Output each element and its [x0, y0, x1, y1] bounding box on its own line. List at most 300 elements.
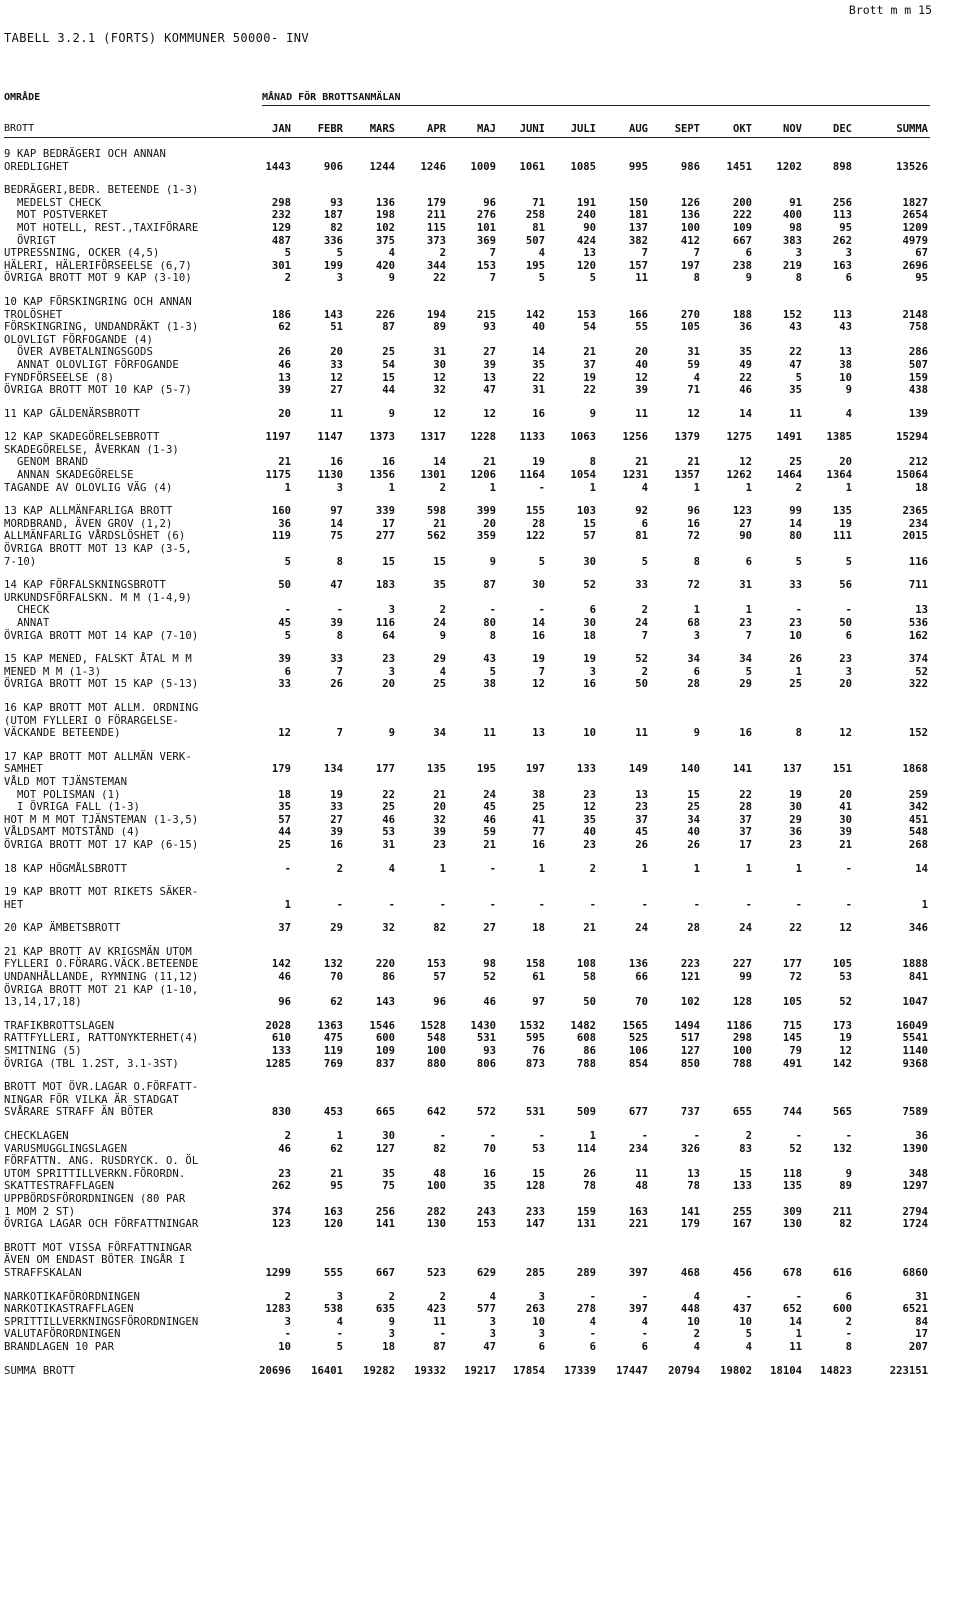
month-value-cell: 5	[745, 665, 752, 678]
month-value-cell: -	[641, 1328, 648, 1341]
month-value-cell: 155	[525, 505, 545, 518]
month-value-cell: 10	[532, 1315, 545, 1328]
month-value-cell: 150	[628, 196, 648, 209]
month-value-cell: 238	[732, 259, 752, 272]
month-value-cell: 424	[576, 234, 596, 247]
month-value-cell: 18	[532, 922, 545, 935]
month-value-cell: 89	[433, 321, 446, 334]
month-value-cell: 15	[382, 371, 395, 384]
month-value-cell: 109	[732, 221, 752, 234]
month-value-cell: 6	[745, 247, 752, 260]
month-value-cell: 1	[795, 862, 802, 875]
row-label: ÖVRIGA BROTT MOT 10 KAP (5-7)	[4, 384, 192, 397]
month-value-cell: 48	[635, 1180, 648, 1193]
row-label: 10 KAP FÖRSKINGRING OCH ANNAN	[4, 295, 192, 308]
month-value-cell: 1206	[470, 469, 496, 482]
month-value-cell: 19802	[720, 1364, 752, 1377]
month-value-cell: -	[589, 1290, 596, 1303]
month-value-cell: 4	[641, 1315, 648, 1328]
month-value-cell: 120	[576, 259, 596, 272]
month-value-cell: 179	[426, 196, 446, 209]
month-value-cell: 52	[583, 579, 596, 592]
month-value-cell: 49	[739, 358, 752, 371]
table-row	[4, 1291, 934, 1304]
month-value-cell: 30	[433, 358, 446, 371]
month-value-cell: 194	[426, 308, 446, 321]
row-label: ÖVER AVBETALNINGSGODS	[4, 346, 153, 359]
month-value-cell: 50	[635, 678, 648, 691]
month-value-cell: 525	[628, 1032, 648, 1045]
month-value-cell: 21	[433, 517, 446, 530]
month-value-cell: 53	[382, 826, 395, 839]
month-value-cell: 3	[489, 1328, 496, 1341]
month-value-cell: 11	[483, 727, 496, 740]
month-value-cell: 6	[845, 629, 852, 642]
month-header: APR	[427, 123, 446, 135]
month-value-cell: 87	[382, 321, 395, 334]
month-value-cell: 95	[839, 221, 852, 234]
month-value-cell: 177	[375, 763, 395, 776]
month-value-cell: 16	[739, 727, 752, 740]
month-value-cell: 1	[745, 604, 752, 617]
row-label: MEDELST CHECK	[4, 196, 102, 209]
month-value-cell: 23	[583, 838, 596, 851]
month-value-cell: 301	[271, 259, 291, 272]
month-value-cell: 399	[476, 505, 496, 518]
row-sum-cell: 2365	[902, 505, 928, 518]
month-value-cell: 3	[336, 272, 343, 285]
month-value-cell: 1256	[622, 431, 648, 444]
month-value-cell: -	[489, 898, 496, 911]
row-label: ÖVRIGA BROTT MOT 15 KAP (5-13)	[4, 678, 199, 691]
month-value-cell: 52	[839, 996, 852, 1009]
month-value-cell: 2	[284, 1130, 291, 1142]
month-value-cell: -	[284, 1328, 291, 1341]
month-value-cell: 995	[628, 160, 648, 173]
month-value-cell: 44	[382, 384, 395, 397]
month-header: FEBR	[317, 123, 343, 135]
month-value-cell: 40	[687, 826, 700, 839]
month-value-cell: 23	[839, 653, 852, 666]
row-sum-cell: 268	[908, 838, 928, 851]
month-value-cell: 15	[583, 517, 596, 530]
month-value-cell: 132	[323, 958, 343, 971]
month-value-cell: 39	[330, 617, 343, 629]
month-value-cell: 39	[483, 358, 496, 371]
month-value-cell: 133	[576, 763, 596, 776]
month-value-cell: 227	[732, 958, 752, 971]
month-value-cell: 32	[433, 813, 446, 826]
table-row	[4, 1020, 934, 1033]
month-value-cell: 1299	[265, 1266, 291, 1279]
table-row	[4, 272, 934, 285]
month-value-cell: 12	[483, 407, 496, 420]
row-sum-cell: 438	[908, 384, 928, 397]
month-value-cell: 1231	[622, 469, 648, 482]
table-row	[4, 617, 934, 630]
month-value-cell: 5	[641, 555, 648, 568]
month-value-cell: 109	[375, 1045, 395, 1058]
month-value-cell: 289	[576, 1266, 596, 1279]
month-value-cell: 240	[576, 209, 596, 222]
month-value-cell: 1133	[519, 431, 545, 444]
row-label: VÅLDSAMT MOTSTÅND (4)	[4, 826, 141, 839]
month-value-cell: 29	[330, 922, 343, 935]
month-value-cell: 20794	[668, 1364, 700, 1377]
month-value-cell: 600	[375, 1032, 395, 1045]
month-value-cell: 8	[795, 272, 802, 285]
month-value-cell: 412	[680, 234, 700, 247]
month-value-cell: 31	[532, 384, 545, 397]
month-value-cell: 100	[680, 221, 700, 234]
month-value-cell: 4	[745, 1340, 752, 1353]
month-value-cell: 27	[330, 813, 343, 826]
row-label: ÖVRIGT	[4, 234, 56, 247]
month-value-cell: 6	[845, 272, 852, 285]
month-value-cell: 635	[375, 1303, 395, 1316]
row-sum-cell: 259	[908, 788, 928, 801]
month-value-cell: 52	[635, 653, 648, 666]
row-label: 17 KAP BROTT MOT ALLMÄN VERK-	[4, 750, 192, 763]
table-row	[4, 543, 934, 556]
row-sum-cell: 286	[908, 346, 928, 359]
month-value-cell: 149	[628, 763, 648, 776]
month-value-cell: 16	[382, 456, 395, 469]
month-value-cell: 141	[732, 763, 752, 776]
month-value-cell: 130	[782, 1218, 802, 1231]
month-value-cell: 16	[687, 517, 700, 530]
month-value-cell: 46	[278, 1142, 291, 1155]
month-value-cell: 25	[382, 801, 395, 814]
month-value-cell: 256	[832, 196, 852, 209]
month-value-cell: 55	[635, 321, 648, 334]
month-value-cell: 36	[789, 826, 802, 839]
month-value-cell: 16	[330, 838, 343, 851]
month-value-cell: 40	[532, 321, 545, 334]
row-sum-cell: 1868	[902, 763, 928, 776]
month-value-cell: 255	[732, 1205, 752, 1218]
month-value-cell: 3	[795, 247, 802, 260]
month-value-cell: 2	[589, 862, 596, 875]
month-value-cell: 33	[330, 801, 343, 814]
month-value-cell: 1528	[420, 1019, 446, 1032]
month-value-cell: 1275	[726, 431, 752, 444]
month-value-cell: 344	[426, 259, 446, 272]
month-header: JULI	[570, 123, 596, 135]
month-value-cell: 50	[839, 617, 852, 629]
row-group	[4, 1242, 934, 1280]
month-value-cell: -	[336, 604, 343, 617]
row-group	[4, 1081, 934, 1119]
month-value-cell: 15	[532, 1167, 545, 1180]
row-label: GENOM BRAND	[4, 456, 89, 469]
month-value-cell: 35	[789, 384, 802, 397]
month-value-cell: 21	[635, 456, 648, 469]
month-value-cell: 11	[330, 407, 343, 420]
table-row	[4, 678, 934, 691]
month-value-cell: 77	[532, 826, 545, 839]
month-value-cell: 20	[433, 801, 446, 814]
row-sum-cell: 342	[908, 801, 928, 814]
month-value-cell: 98	[483, 958, 496, 971]
month-value-cell: 1009	[470, 160, 496, 173]
row-label: HOT M M MOT TJÄNSTEMAN (1-3,5)	[4, 813, 199, 826]
row-label: FÖRFATTN. ANG. RUSDRYCK. O. ÖL	[4, 1155, 199, 1168]
row-label: 7-10)	[4, 555, 37, 568]
month-value-cell: 135	[426, 763, 446, 776]
month-value-cell: 3	[388, 1328, 395, 1341]
month-value-cell: 13	[532, 727, 545, 740]
month-value-cell: 23	[789, 617, 802, 629]
month-value-cell: 1	[336, 1130, 343, 1142]
month-value-cell: 1	[641, 862, 648, 875]
month-value-cell: 136	[628, 958, 648, 971]
month-value-cell: 986	[680, 160, 700, 173]
month-value-cell: -	[693, 1130, 700, 1142]
month-value-cell: 2	[795, 481, 802, 494]
month-value-cell: 153	[476, 259, 496, 272]
month-value-cell: 1	[745, 481, 752, 494]
month-value-cell: 71	[532, 196, 545, 209]
month-value-cell: 163	[323, 1205, 343, 1218]
month-value-cell: 9	[388, 1315, 395, 1328]
month-value-cell: 96	[278, 996, 291, 1009]
row-group	[4, 1291, 934, 1354]
month-value-cell: 4	[641, 481, 648, 494]
row-label: MOT HOTELL, REST.,TAXIFÖRARE	[4, 221, 199, 234]
month-header-row	[262, 123, 930, 136]
month-value-cell: 565	[832, 1106, 852, 1119]
table-title: TABELL 3.2.1 (FORTS) KOMMUNER 50000- INV	[4, 31, 309, 45]
month-value-cell: 28	[687, 678, 700, 691]
month-value-cell: 1228	[470, 431, 496, 444]
row-label: SUMMA BROTT	[4, 1364, 76, 1377]
month-value-cell: 1565	[622, 1019, 648, 1032]
month-value-cell: 32	[382, 922, 395, 935]
table-row	[4, 666, 934, 679]
table-row	[4, 334, 934, 347]
month-value-cell: 610	[271, 1032, 291, 1045]
row-sum-cell: 507	[908, 358, 928, 371]
month-value-cell: 92	[635, 505, 648, 518]
row-sum-cell: 152	[908, 727, 928, 740]
month-value-cell: 136	[375, 196, 395, 209]
row-group	[4, 922, 934, 935]
month-value-cell: 87	[483, 579, 496, 592]
month-value-cell: 131	[576, 1218, 596, 1231]
month-value-cell: 223	[680, 958, 700, 971]
month-value-cell: 12	[635, 371, 648, 384]
month-value-cell: 21	[483, 456, 496, 469]
row-label: MORDBRAND, ÄVEN GROV (1,2)	[4, 517, 173, 530]
month-value-cell: -	[641, 1130, 648, 1142]
month-value-cell: 2	[284, 1290, 291, 1303]
table-row	[4, 1206, 934, 1219]
month-value-cell: 153	[426, 958, 446, 971]
month-value-cell: 70	[330, 971, 343, 984]
month-value-cell: 4	[693, 1290, 700, 1303]
table-row	[4, 971, 934, 984]
row-sum-cell: 223151	[889, 1364, 928, 1377]
table-row	[4, 899, 934, 912]
table-row	[4, 946, 934, 959]
month-value-cell: 23	[278, 1167, 291, 1180]
row-label: TRAFIKBROTTSLAGEN	[4, 1019, 115, 1032]
row-sum-cell: 16049	[896, 1019, 928, 1032]
month-value-cell: 18	[382, 1340, 395, 1353]
month-value-cell: 11	[635, 272, 648, 285]
month-value-cell: 16	[483, 1167, 496, 1180]
table-row	[4, 886, 934, 899]
month-value-cell: 453	[323, 1106, 343, 1119]
month-value-cell: 1356	[369, 469, 395, 482]
month-value-cell: 45	[278, 617, 291, 629]
month-value-cell: 13	[839, 346, 852, 359]
month-value-cell: 39	[278, 653, 291, 666]
month-value-cell: 595	[525, 1032, 545, 1045]
month-value-cell: 3	[284, 1315, 291, 1328]
month-value-cell: 629	[476, 1266, 496, 1279]
month-value-cell: 35	[583, 813, 596, 826]
month-value-cell: 14	[739, 407, 752, 420]
month-value-cell: 397	[628, 1303, 648, 1316]
month-value-cell: 82	[433, 1142, 446, 1155]
row-label: OLOVLIGT FÖRFOGANDE (4)	[4, 333, 153, 346]
month-value-cell: -	[489, 1130, 496, 1142]
month-value-cell: 38	[483, 678, 496, 691]
row-sum-cell: 1888	[902, 958, 928, 971]
month-value-cell: -	[439, 898, 446, 911]
month-value-cell: 7	[538, 665, 545, 678]
area-label: OMRÅDE	[4, 92, 41, 103]
month-value-cell: 20	[483, 517, 496, 530]
month-value-cell: 1	[795, 1328, 802, 1341]
row-label: SAMHET	[4, 763, 43, 776]
month-value-cell: 153	[476, 1218, 496, 1231]
row-label: ÄVEN OM ENDAST BÖTER INGÅR I	[4, 1254, 186, 1267]
month-value-cell: 548	[426, 1032, 446, 1045]
month-value-cell: 177	[782, 958, 802, 971]
month-value-cell: 1	[795, 665, 802, 678]
month-value-cell: 854	[628, 1057, 648, 1070]
table-row	[4, 372, 934, 385]
month-value-cell: 31	[739, 579, 752, 592]
month-value-cell: 14	[330, 517, 343, 530]
month-value-cell: 1	[693, 481, 700, 494]
month-value-cell: 9	[388, 727, 395, 740]
row-sum-cell: 9368	[902, 1057, 928, 1070]
month-header: AUG	[629, 123, 648, 135]
month-value-cell: 397	[628, 1266, 648, 1279]
month-value-cell: 9	[845, 384, 852, 397]
month-value-cell: -	[589, 898, 596, 911]
month-value-cell: 23	[433, 838, 446, 851]
month-value-cell: 30	[382, 1130, 395, 1142]
month-value-cell: 21	[583, 922, 596, 935]
row-sum-cell: 1209	[902, 221, 928, 234]
month-value-cell: 35	[278, 801, 291, 814]
month-value-cell: 12	[433, 407, 446, 420]
month-value-cell: 20	[330, 346, 343, 359]
table-row	[4, 309, 934, 322]
table-row	[4, 984, 934, 997]
month-value-cell: 788	[576, 1057, 596, 1070]
month-value-cell: 10	[789, 629, 802, 642]
row-group	[4, 886, 934, 911]
month-value-cell: 33	[278, 678, 291, 691]
month-value-cell: 58	[583, 971, 596, 984]
month-value-cell: 30	[789, 801, 802, 814]
row-group	[4, 408, 934, 421]
month-value-cell: 23	[382, 653, 395, 666]
table-row	[4, 1143, 934, 1156]
month-value-cell: 211	[832, 1205, 852, 1218]
table-row	[4, 763, 934, 776]
month-value-cell: 39	[278, 384, 291, 397]
month-value-cell: 10	[687, 1315, 700, 1328]
month-value-cell: 38	[532, 788, 545, 801]
month-value-cell: 2	[845, 1315, 852, 1328]
row-label: RATTFYLLERI, RATTONYKTERHET(4)	[4, 1032, 199, 1045]
month-value-cell: 873	[525, 1057, 545, 1070]
month-value-cell: 374	[271, 1205, 291, 1218]
month-value-cell: 35	[433, 579, 446, 592]
month-value-cell: 11	[635, 1167, 648, 1180]
row-label: OREDLIGHET	[4, 160, 69, 173]
month-value-cell: 262	[271, 1180, 291, 1193]
row-group	[4, 653, 934, 691]
row-sum-cell: 1	[921, 898, 928, 911]
table-row	[4, 801, 934, 814]
month-value-cell: 577	[476, 1303, 496, 1316]
month-value-cell: 34	[739, 653, 752, 666]
month-value-cell: 2	[693, 1328, 700, 1341]
month-value-cell: 18	[583, 629, 596, 642]
month-value-cell: 33	[635, 579, 648, 592]
month-value-cell: 62	[330, 996, 343, 1009]
month-value-cell: 135	[782, 1180, 802, 1193]
table-row	[4, 1328, 934, 1341]
row-sum-cell: 2015	[902, 530, 928, 543]
month-value-cell: 129	[271, 221, 291, 234]
table-row	[4, 1058, 934, 1071]
month-value-cell: 43	[483, 653, 496, 666]
month-value-cell: 258	[525, 209, 545, 222]
month-value-cell: 99	[789, 505, 802, 518]
month-value-cell: 179	[271, 763, 291, 776]
row-label: TAGANDE AV OLOVLIG VÄG (4)	[4, 481, 173, 494]
month-value-cell: 1494	[674, 1019, 700, 1032]
month-value-cell: 39	[433, 826, 446, 839]
month-value-cell: 1164	[519, 469, 545, 482]
month-value-cell: 1197	[265, 431, 291, 444]
month-value-cell: 19	[789, 788, 802, 801]
month-value-cell: 655	[732, 1106, 752, 1119]
month-value-cell: 102	[680, 996, 700, 1009]
month-value-cell: 39	[635, 384, 648, 397]
month-value-cell: 1244	[369, 160, 395, 173]
month-value-cell: 1491	[776, 431, 802, 444]
row-sum-cell: 15294	[896, 431, 928, 444]
month-value-cell: 13	[278, 371, 291, 384]
month-value-cell: 181	[628, 209, 648, 222]
month-value-cell: 21	[839, 838, 852, 851]
table-row	[4, 505, 934, 518]
month-value-cell: 243	[476, 1205, 496, 1218]
row-label: 13 KAP ALLMÄNFARLIGA BROTT	[4, 505, 173, 518]
month-value-cell: 93	[483, 1045, 496, 1058]
month-value-cell: 82	[330, 221, 343, 234]
